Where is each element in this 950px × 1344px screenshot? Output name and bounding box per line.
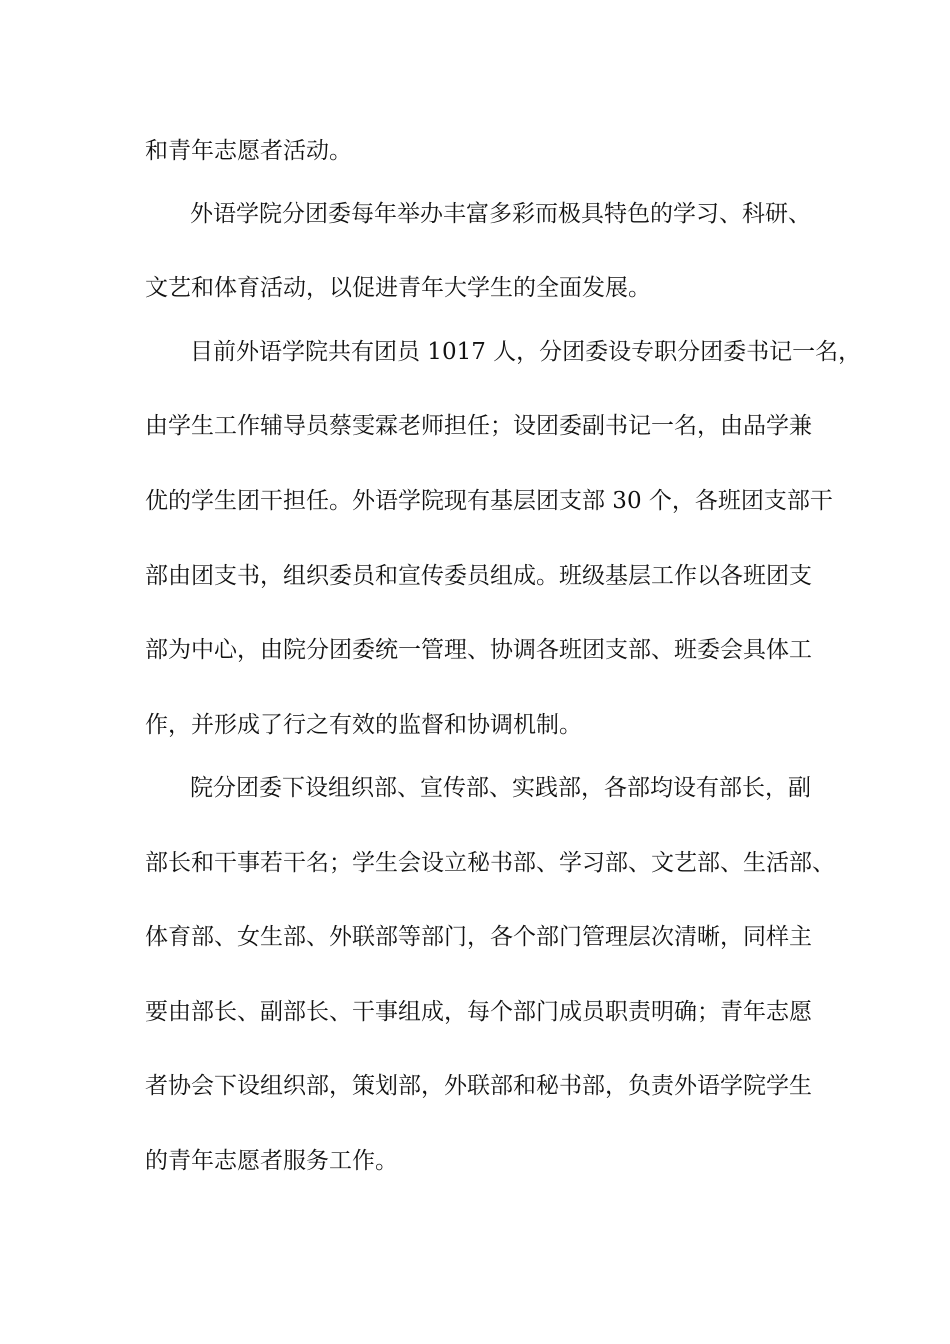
text-line-12: 体育部、女生部、外联部等部门，各个部门管理层次清晰，同样主 [145,924,812,950]
text-line-6: 优的学生团干担任。外语学院现有基层团支部 30 个，各班团支部干 [145,488,833,514]
text-line-15: 的青年志愿者服务工作。 [145,1148,398,1174]
text-line-11: 部长和干事若干名；学生会设立秘书部、学习部、文艺部、生活部、 [145,850,835,876]
text-line-13: 要由部长、副部长、干事组成，每个部门成员职责明确；青年志愿 [145,999,812,1025]
text-line-14: 者协会下设组织部，策划部，外联部和秘书部，负责外语学院学生 [145,1073,812,1099]
text-line-5: 由学生工作辅导员蔡雯霖老师担任；设团委副书记一名，由品学兼 [145,413,812,439]
text-line-8: 部为中心，由院分团委统一管理、协调各班团支部、班委会具体工 [145,637,812,663]
text-line-9: 作，并形成了行之有效的监督和协调机制。 [145,712,582,738]
text-line-1: 和青年志愿者活动。 [145,138,352,164]
text-line-3: 文艺和体育活动，以促进青年大学生的全面发展。 [145,275,651,301]
text-line-7: 部由团支书，组织委员和宣传委员组成。班级基层工作以各班团支 [145,563,812,589]
text-line-4: 目前外语学院共有团员 1017 人，分团委设专职分团委书记一名， [190,339,862,365]
text-line-10: 院分团委下设组织部、宣传部、实践部，各部均设有部长，副 [190,775,811,801]
text-line-2: 外语学院分团委每年举办丰富多彩而极具特色的学习、科研、 [190,201,811,227]
